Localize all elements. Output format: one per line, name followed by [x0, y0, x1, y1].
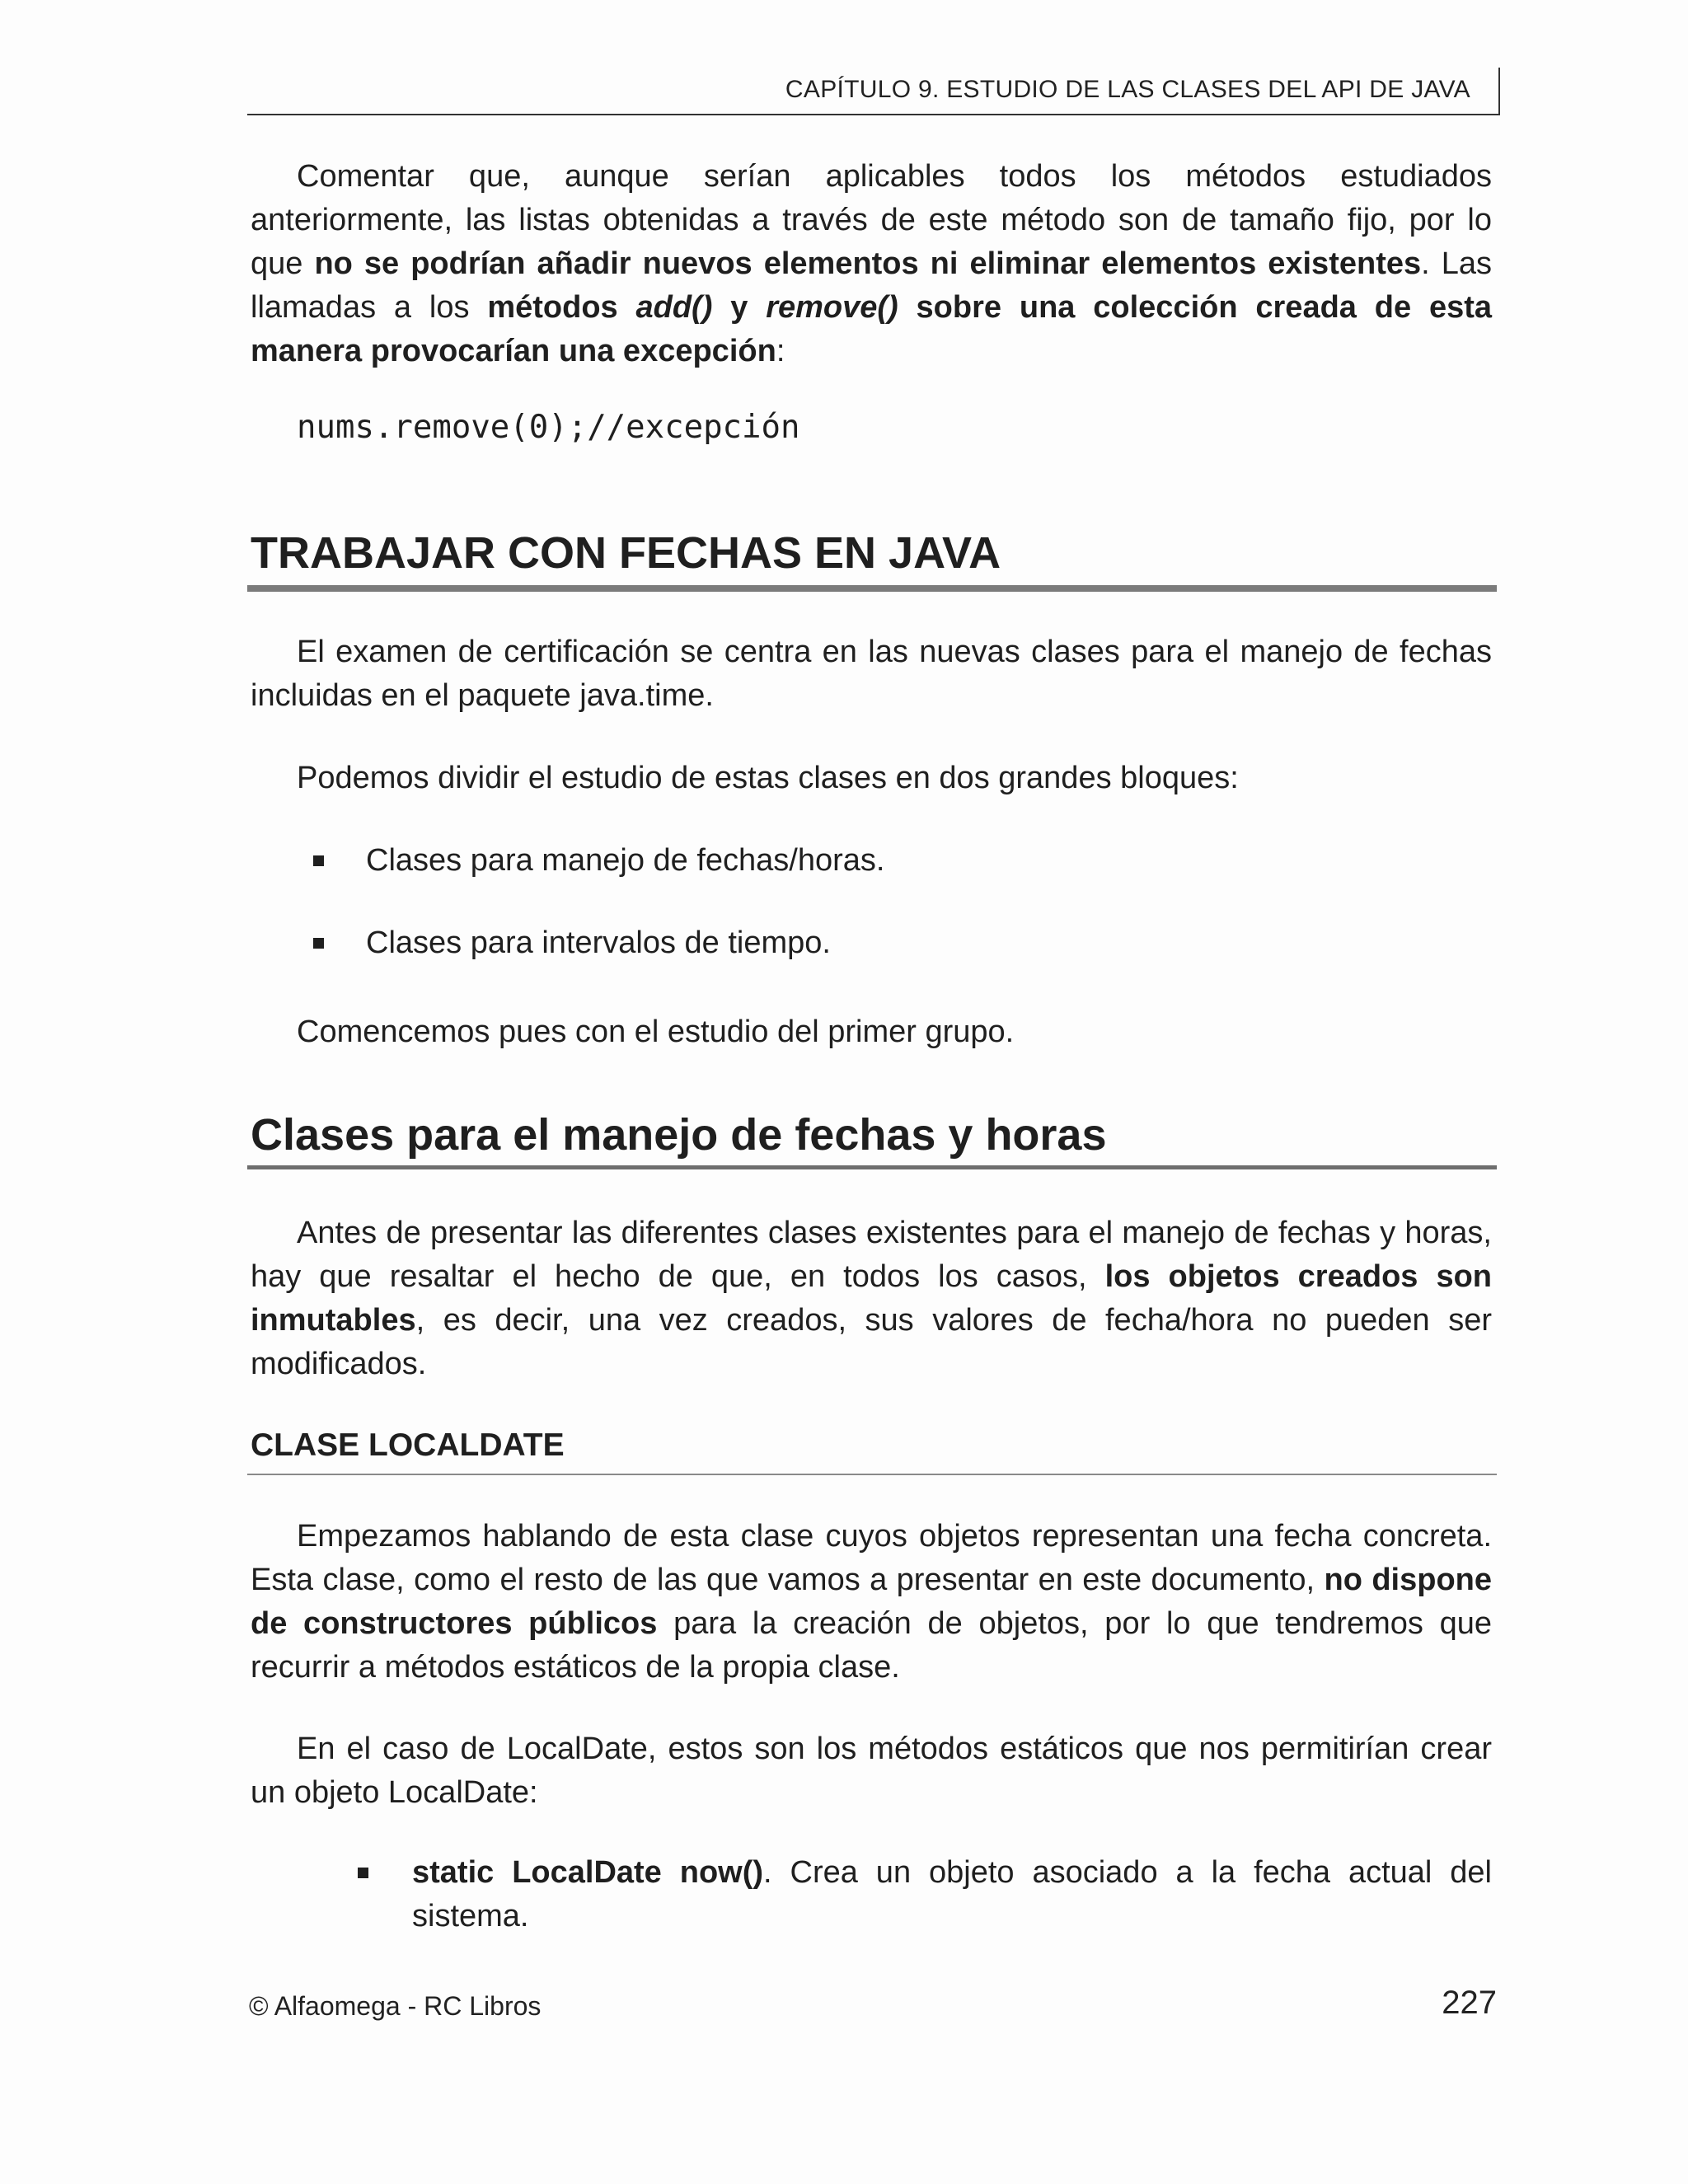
code-snippet: nums.remove(0);//excepción	[297, 409, 800, 446]
paragraph-localdate: Empezamos hablando de esta clase cuyos objetos representan una fecha concreta. Esta clase, como el resto de las que vamos a presentar en este documento, no dispone de constructores públicos para la creación de objetos, por lo que tendremos que recurrir a métodos estáticos de la propia clase.	[251, 1519, 1493, 1685]
header-divider	[1498, 68, 1500, 114]
section-title-clases: Clases para el manejo de fechas y horas	[251, 1110, 1107, 1160]
paragraph-certification: El examen de certificación se centra en las nuevas clases para el manejo de fechas incluidas en el paquete java.time.	[251, 635, 1492, 713]
paragraph-immutable: Antes de presentar las diferentes clases existentes para el manejo de fechas y horas, hay que resaltar el hecho de que, en todos los casos, los objetos creados son inmutables, es decir, una vez creados, sus valores de fecha/hora no pueden ser modificados.	[251, 1216, 1493, 1381]
page-number: 227	[1442, 1985, 1497, 2021]
subsection-title-localdate: CLASE LOCALDATE	[251, 1427, 565, 1463]
footer-publisher: © Alfaomega - RC Libros	[249, 1991, 542, 2021]
bullet-icon	[313, 855, 324, 866]
paragraph-fixed-size-lists: Comentar que, aunque serían aplicables todos los métodos estudiados anteriormente, las listas obtenidas a través de este método son de tamaño fijo, por lo que no se podrían añadir nuevos elementos ni eliminar elementos existentes. Las llamadas a los métodos add() y remove() sobre una colección creada de esta manera provocarían una excepción:	[251, 159, 1493, 368]
subsection-rule	[247, 1474, 1497, 1475]
section-title-fechas: TRABAJAR CON FECHAS EN JAVA	[251, 528, 1001, 578]
paragraph-blocks-intro: Podemos dividir el estudio de estas clases en dos grandes bloques:	[297, 761, 1239, 795]
list-item: Clases para intervalos de tiempo.	[366, 921, 831, 965]
bullet-icon	[358, 1868, 368, 1878]
bullet-icon	[313, 938, 324, 949]
paragraph-static-methods: En el caso de LocalDate, estos son los métodos estáticos que nos permitirían crear un objeto LocalDate:	[251, 1732, 1492, 1810]
list-item: Clases para manejo de fechas/horas.	[366, 839, 884, 883]
running-title: CAPÍTULO 9. ESTUDIO DE LAS CLASES DEL API DE JAVA	[785, 76, 1470, 103]
running-header	[247, 69, 1500, 115]
list-item-method: static LocalDate now(). Crea un objeto asociado a la fecha actual del sistema.	[412, 1851, 1492, 1938]
paragraph-first-group: Comencemos pues con el estudio del primer grupo.	[297, 1015, 1015, 1049]
section-rule	[247, 585, 1497, 592]
section-rule	[247, 1165, 1497, 1169]
